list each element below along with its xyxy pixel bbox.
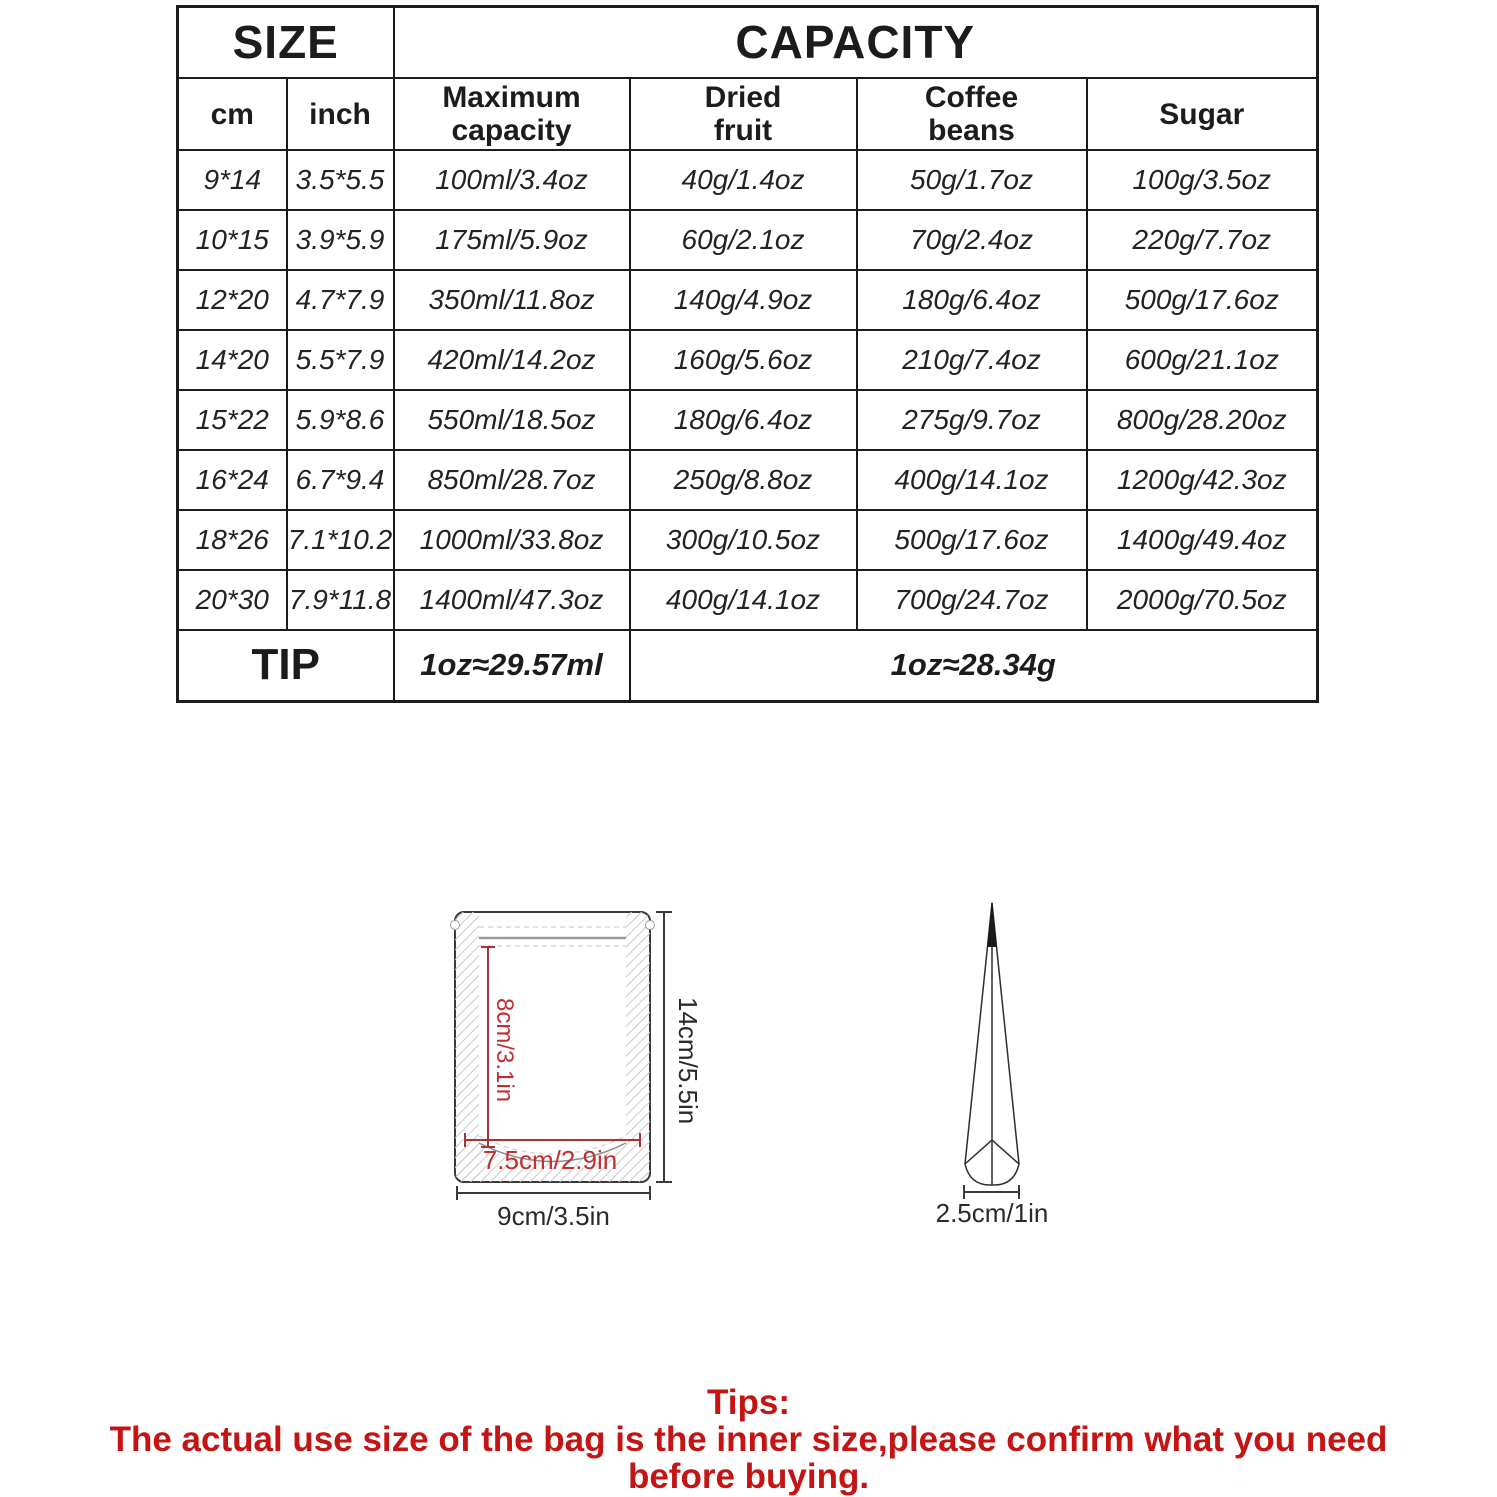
tip-label: TIP	[178, 630, 394, 702]
cell: 850ml/28.7oz	[394, 450, 630, 510]
cell: 7.9*11.8	[287, 570, 394, 630]
cell: 50g/1.7oz	[857, 150, 1087, 210]
cell: 60g/2.1oz	[630, 210, 857, 270]
tip-ml-conversion: 1oz≈29.57ml	[394, 630, 630, 702]
col-header-cm	[178, 78, 287, 150]
table-row	[178, 510, 1318, 570]
col-header-inch	[287, 78, 394, 150]
cell: 180g/6.4oz	[630, 390, 857, 450]
cell: 2000g/70.5oz	[1087, 570, 1318, 630]
bag-side-diagram	[930, 895, 1070, 1260]
table-row	[178, 570, 1318, 630]
col-header-maximum-capacity	[394, 78, 630, 150]
front-inner-width-label: 7.5cm/2.9in	[482, 1145, 618, 1175]
size-capacity-table	[176, 5, 1319, 703]
table-row	[178, 270, 1318, 330]
cell: 3.9*5.9	[287, 210, 394, 270]
cell: 12*20	[178, 270, 287, 330]
cell: 70g/2.4oz	[857, 210, 1087, 270]
cell: 800g/28.20oz	[1087, 390, 1318, 450]
table-column-header-row	[178, 78, 1318, 150]
cell: 5.5*7.9	[287, 330, 394, 390]
capacity-header: CAPACITY	[394, 7, 1318, 78]
col-header-label: Dried fruit	[704, 80, 782, 147]
tips-title: Tips:	[707, 1383, 790, 1422]
bag-front-diagram	[440, 895, 750, 1265]
cell: 700g/24.7oz	[857, 570, 1087, 630]
col-header-sugar	[1087, 78, 1318, 150]
cell: 500g/17.6oz	[857, 510, 1087, 570]
cell: 400g/14.1oz	[857, 450, 1087, 510]
cell: 420ml/14.2oz	[394, 330, 630, 390]
cell: 180g/6.4oz	[857, 270, 1087, 330]
cell: 1400g/49.4oz	[1087, 510, 1318, 570]
tear-notch-left	[451, 921, 460, 930]
size-capacity-section	[176, 5, 1316, 703]
tip-row	[178, 630, 1318, 702]
cell: 550ml/18.5oz	[394, 390, 630, 450]
front-outer-width-label: 9cm/3.5in	[497, 1201, 610, 1231]
table-row	[178, 150, 1318, 210]
table-row	[178, 450, 1318, 510]
cell: 175ml/5.9oz	[394, 210, 630, 270]
col-header-label: Maximum capacity	[442, 80, 581, 147]
cell: 1200g/42.3oz	[1087, 450, 1318, 510]
cell: 1400ml/47.3oz	[394, 570, 630, 630]
cell: 160g/5.6oz	[630, 330, 857, 390]
tip-gram-conversion: 1oz≈28.34g	[630, 630, 1318, 702]
col-header-label: Coffee beans	[924, 80, 1019, 147]
cell: 20*30	[178, 570, 287, 630]
col-header-label: Sugar	[1159, 97, 1245, 131]
cell: 220g/7.7oz	[1087, 210, 1318, 270]
table-row	[178, 390, 1318, 450]
col-header-dried-fruit	[630, 78, 857, 150]
cell: 5.9*8.6	[287, 390, 394, 450]
front-inner-height-label: 8cm/3.1in	[491, 998, 518, 1103]
tips-line2: before buying.	[627, 1457, 870, 1496]
col-header-label: cm	[210, 97, 254, 131]
cell: 1000ml/33.8oz	[394, 510, 630, 570]
cell: 40g/1.4oz	[630, 150, 857, 210]
cell: 600g/21.1oz	[1087, 330, 1318, 390]
cell: 7.1*10.2	[287, 510, 394, 570]
size-header: SIZE	[178, 7, 394, 78]
cell: 18*26	[178, 510, 287, 570]
tear-notch-right	[646, 921, 655, 930]
table-row	[178, 210, 1318, 270]
cell: 16*24	[178, 450, 287, 510]
cell: 100ml/3.4oz	[394, 150, 630, 210]
cell: 100g/3.5oz	[1087, 150, 1318, 210]
cell: 250g/8.8oz	[630, 450, 857, 510]
cell: 140g/4.9oz	[630, 270, 857, 330]
table-row	[178, 330, 1318, 390]
cell: 350ml/11.8oz	[394, 270, 630, 330]
side-width-label: 2.5cm/1in	[935, 1198, 1049, 1228]
cell: 400g/14.1oz	[630, 570, 857, 630]
cell: 4.7*7.9	[287, 270, 394, 330]
cell: 6.7*9.4	[287, 450, 394, 510]
cell: 15*22	[178, 390, 287, 450]
cell: 3.5*5.5	[287, 150, 394, 210]
side-dimension-line	[964, 1185, 1019, 1199]
bag-side-tip	[987, 901, 997, 947]
col-header-coffee-beans	[857, 78, 1087, 150]
tips-note	[0, 1384, 1497, 1495]
col-header-label: inch	[309, 97, 371, 131]
table-title-row	[178, 7, 1318, 78]
cell: 9*14	[178, 150, 287, 210]
cell: 500g/17.6oz	[1087, 270, 1318, 330]
cell: 10*15	[178, 210, 287, 270]
cell: 14*20	[178, 330, 287, 390]
tips-line1: The actual use size of the bag is the inner size,please confirm what you need	[109, 1420, 1388, 1459]
front-outer-height-label: 14cm/5.5in	[673, 997, 703, 1125]
cell: 275g/9.7oz	[857, 390, 1087, 450]
cell: 300g/10.5oz	[630, 510, 857, 570]
cell: 210g/7.4oz	[857, 330, 1087, 390]
